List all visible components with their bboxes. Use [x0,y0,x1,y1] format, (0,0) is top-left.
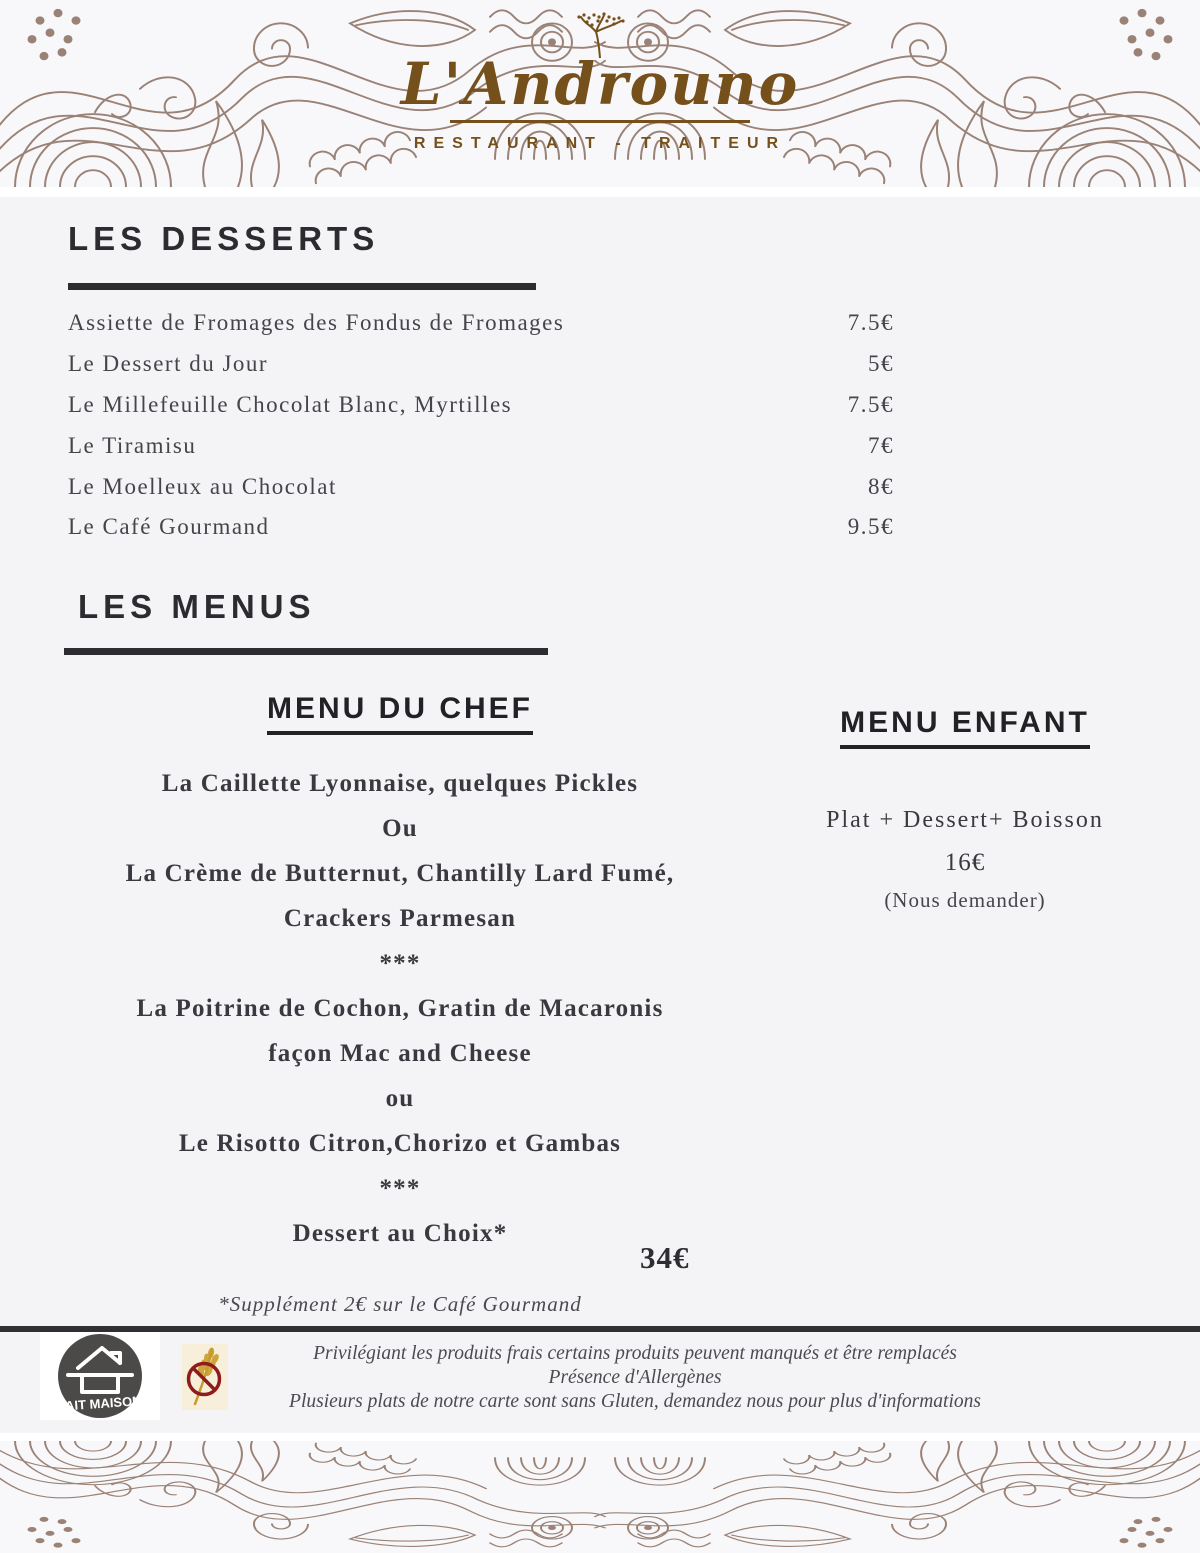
footer-separator [0,1326,1200,1332]
dessert-list [68,303,894,548]
footer-note-line: Plusieurs plats de notre carte sont sans Gluten, demandez nous pour plus d'informations [289,1391,981,1412]
menu-du-chef-line: Crackers Parmesan [283,905,517,932]
menu-du-chef-line: ou [385,1085,415,1112]
menu-enfant [805,706,1125,913]
menu-du-chef-line: Le Risotto Citron,Chorizo et Gambas [178,1130,622,1157]
dessert-price: 9.5€ [847,514,894,540]
dessert-name: Assiette de Fromages des Fondus de Fromages [68,310,565,336]
dessert-price: 7.5€ [847,391,894,417]
footer-notes [235,1342,1035,1414]
dessert-row [68,303,894,344]
menu-du-chef-note: *Supplément 2€ sur le Café Gourmand [218,1292,582,1316]
menu-du-chef-line: *** [379,1175,421,1202]
menus-title-rule [64,648,548,655]
desserts-title-rule [68,283,536,290]
dessert-name: Le Dessert du Jour [68,351,269,377]
paisley-doodle-pattern-bottom [0,1441,1200,1553]
footer-note-line: Présence d'Allergènes [548,1367,722,1388]
brand-block [0,12,1200,153]
menu-enfant-description: Plat + Dessert+ Boisson [826,807,1104,833]
dessert-price: 7€ [868,432,894,458]
fait-maison-label: FAIT MAISON [57,1393,142,1414]
menu-du-chef-line: La Poitrine de Cochon, Gratin de Macaronis [136,995,664,1022]
dessert-name: Le Moelleux au Chocolat [68,473,337,499]
menu-du-chef-title: MENU DU CHEF [267,692,533,735]
dessert-name: Le Café Gourmand [68,514,270,540]
menu-du-chef-price: 34€ [640,1240,690,1275]
dessert-row [68,507,894,548]
footer-pattern-band [0,1433,1200,1553]
footer-note-line: Privilégiant les produits frais certains produits peuvent manqués et être remplacés [313,1343,957,1364]
dessert-row [68,344,894,385]
menu-du-chef-line: façon Mac and Cheese [268,1040,532,1067]
menu-du-chef-lines [30,761,770,1256]
menu-du-chef-line: *** [379,950,421,977]
brand-rule [450,120,750,123]
gluten-free-icon [182,1344,228,1410]
menu-du-chef [30,692,770,1256]
menu-enfant-note: (Nous demander) [884,888,1046,912]
dessert-row [68,425,894,466]
menu-du-chef-line: Ou [382,815,418,842]
brand-name: L'Androuno [400,50,800,118]
menu-du-chef-line: Dessert au Choix* [292,1220,508,1247]
dessert-name: Le Millefeuille Chocolat Blanc, Myrtilles [68,391,513,417]
menu-enfant-price: 16€ [944,849,986,876]
fait-maison-logo [40,1332,160,1420]
dessert-price: 8€ [868,473,894,499]
dessert-price: 5€ [868,351,894,377]
dessert-price: 7.5€ [847,310,894,336]
menu-du-chef-line: La Caillette Lyonnaise, quelques Pickles [161,770,639,797]
dessert-name: Le Tiramisu [68,432,197,458]
menus-section-title: LES MENUS [78,588,316,625]
dessert-row [68,466,894,507]
brand-subtitle: RESTAURANT - TRAITEUR [413,135,787,152]
desserts-section-title: LES DESSERTS [68,220,380,257]
fait-maison-icon [40,1332,160,1420]
menu-du-chef-line: La Crème de Butternut, Chantilly Lard Fumé, [125,860,675,887]
dessert-row [68,385,894,426]
menu-enfant-title: MENU ENFANT [840,706,1090,749]
